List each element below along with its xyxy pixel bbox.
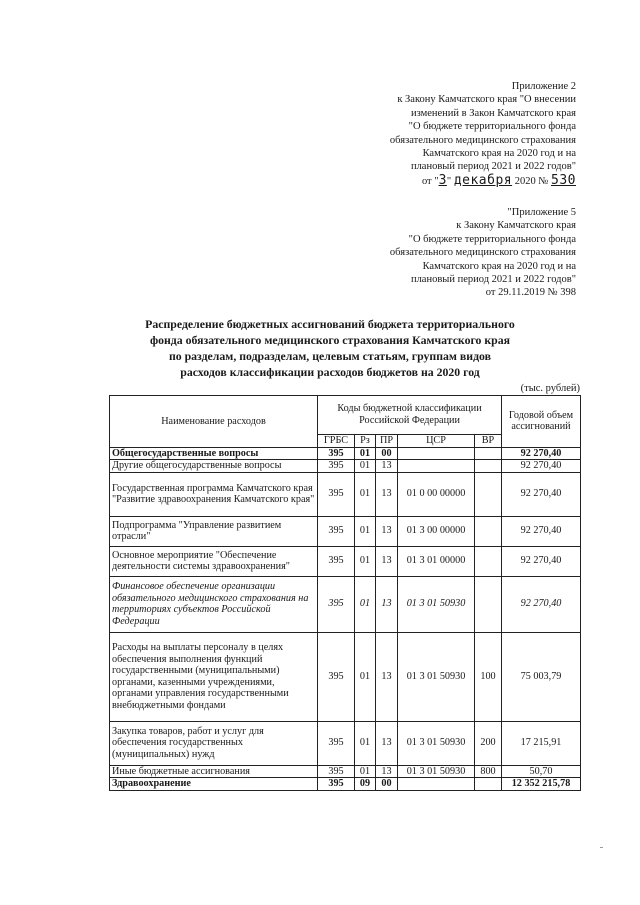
row-grbs: 395 [318, 460, 355, 473]
row-grbs: 395 [318, 546, 355, 576]
title-line: фонда обязательного медицинского страхования Камчатского края [149, 333, 511, 347]
header-line: к Закону Камчатского края "О внесении [397, 94, 576, 106]
header-line: "О бюджете территориального фонда [408, 121, 576, 133]
table-row [110, 546, 581, 576]
header-line: плановый период 2021 и 2022 годов" [410, 274, 576, 286]
row-vr: 800 [475, 765, 502, 778]
header-line: Камчатского края на 2020 год и на [422, 148, 576, 160]
table-row [110, 472, 581, 516]
table-row [110, 576, 581, 632]
row-csr: 01 3 01 00000 [398, 546, 475, 576]
row-amount: 92 270,40 [502, 546, 581, 576]
budget-table [109, 395, 581, 791]
row-rz: 01 [355, 765, 376, 778]
units-note: (тыс. рублей) [520, 383, 580, 394]
header-line: "Приложение 5 [507, 207, 576, 218]
row-csr [398, 778, 475, 791]
header-amount: Годовой объем ассигнований [502, 396, 581, 448]
row-grbs: 395 [318, 472, 355, 516]
row-name: Расходы на выплаты персоналу в целях обеспечения выполнения функций государственными (муниципальными) органами, казенными учреждениями, органами управления государственными внебюджетными фондами [110, 632, 318, 721]
row-pr: 13 [376, 765, 398, 778]
row-rz: 01 [355, 721, 376, 765]
law-number: 530 [551, 172, 576, 188]
row-amount: 17 215,91 [502, 721, 581, 765]
row-csr: 01 3 01 50930 [398, 721, 475, 765]
row-rz: 01 [355, 447, 376, 460]
title-line: по разделам, подразделам, целевым статьям, группам видов [168, 349, 492, 363]
header-line: от 29.11.2019 № 398 [485, 287, 576, 299]
row-rz: 01 [355, 472, 376, 516]
row-grbs: 395 [318, 765, 355, 778]
row-name: Государственная программа Камчатского края "Развитие здравоохранения Камчатского края" [110, 472, 318, 516]
row-amount: 92 270,40 [502, 447, 581, 460]
row-amount: 92 270,40 [502, 472, 581, 516]
title-line: Распределение бюджетных ассигнований бюджета территориального [145, 317, 515, 331]
header-csr: ЦСР [398, 435, 475, 448]
header-vr: ВР [475, 435, 502, 448]
scan-mark [600, 847, 603, 848]
table-row [110, 632, 581, 721]
table-row [110, 460, 581, 473]
header-name: Наименование расходов [110, 396, 318, 448]
table-row [110, 778, 581, 791]
row-rz: 01 [355, 460, 376, 473]
row-pr: 13 [376, 632, 398, 721]
header-codes: Коды бюджетной классификации Российской Федерации [318, 396, 502, 435]
row-amount: 12 352 215,78 [502, 778, 581, 791]
row-grbs: 395 [318, 576, 355, 632]
row-rz: 01 [355, 632, 376, 721]
row-name: Общегосударственные вопросы [110, 447, 318, 460]
document-title [120, 316, 540, 380]
date-month: декабря [453, 172, 513, 188]
title-line: расходов классификации расходов бюджетов на 2020 год [180, 365, 480, 379]
date-mid: " [446, 175, 452, 187]
header-line: обязательного медицинского страхования [389, 247, 576, 259]
row-csr [398, 447, 475, 460]
row-pr: 13 [376, 546, 398, 576]
row-rz: 01 [355, 516, 376, 546]
appendix-5-header [390, 206, 576, 300]
header-grbs: ГРБС [318, 435, 355, 448]
row-pr: 13 [376, 576, 398, 632]
date-prefix: от " [421, 175, 439, 187]
row-vr [475, 546, 502, 576]
row-name: Основное мероприятие "Обеспечение деятельности системы здравоохранения" [110, 546, 318, 576]
date-year: 2020 № [514, 175, 549, 187]
row-csr: 01 3 01 50930 [398, 576, 475, 632]
header-line: обязательного медицинского страхования [389, 134, 576, 146]
date-day: 3 [438, 172, 447, 188]
row-vr: 200 [475, 721, 502, 765]
row-csr [398, 460, 475, 473]
table-row [110, 721, 581, 765]
row-vr: 100 [475, 632, 502, 721]
table-row [110, 516, 581, 546]
row-amount: 92 270,40 [502, 576, 581, 632]
header-rz: Рз [355, 435, 376, 448]
row-csr: 01 0 00 00000 [398, 472, 475, 516]
row-vr [475, 447, 502, 460]
row-pr: 00 [376, 778, 398, 791]
row-rz: 09 [355, 778, 376, 791]
row-amount: 75 003,79 [502, 632, 581, 721]
header-line: плановый период 2021 и 2022 годов" [410, 161, 576, 173]
law-date-line [390, 174, 576, 188]
row-grbs: 395 [318, 778, 355, 791]
row-csr: 01 3 01 50930 [398, 765, 475, 778]
header-pr: ПР [376, 435, 398, 448]
row-csr: 01 3 00 00000 [398, 516, 475, 546]
row-vr [475, 778, 502, 791]
row-csr: 01 3 01 50930 [398, 632, 475, 721]
row-vr [475, 460, 502, 473]
appendix-2-header [390, 80, 576, 188]
row-vr [475, 516, 502, 546]
row-grbs: 395 [318, 516, 355, 546]
row-pr: 13 [376, 516, 398, 546]
header-line: "О бюджете территориального фонда [408, 233, 576, 245]
row-grbs: 395 [318, 632, 355, 721]
row-pr: 00 [376, 447, 398, 460]
row-rz: 01 [355, 546, 376, 576]
header-line: Приложение 2 [511, 81, 576, 92]
row-name: Закупка товаров, работ и услуг для обеспечения государственных (муниципальных) нужд [110, 721, 318, 765]
row-name: Здравоохранение [110, 778, 318, 791]
row-grbs: 395 [318, 721, 355, 765]
header-line: изменений в Закон Камчатского края [410, 107, 576, 119]
row-vr [475, 472, 502, 516]
row-amount: 92 270,40 [502, 516, 581, 546]
row-pr: 13 [376, 472, 398, 516]
table-row [110, 447, 581, 460]
row-vr [475, 576, 502, 632]
row-rz: 01 [355, 576, 376, 632]
table-row [110, 765, 581, 778]
row-pr: 13 [376, 460, 398, 473]
row-name: Иные бюджетные ассигнования [110, 765, 318, 778]
row-name: Другие общегосударственные вопросы [110, 460, 318, 473]
header-line: Камчатского края на 2020 год и на [422, 260, 576, 272]
header-line: к Закону Камчатского края [456, 220, 576, 232]
row-amount: 92 270,40 [502, 460, 581, 473]
row-name: Финансовое обеспечение организации обязательного медицинского страхования на территориях субъектов Российской Федерации [110, 576, 318, 632]
row-name: Подпрограмма "Управление развитием отрасли" [110, 516, 318, 546]
row-pr: 13 [376, 721, 398, 765]
row-grbs: 395 [318, 447, 355, 460]
row-amount: 50,70 [502, 765, 581, 778]
